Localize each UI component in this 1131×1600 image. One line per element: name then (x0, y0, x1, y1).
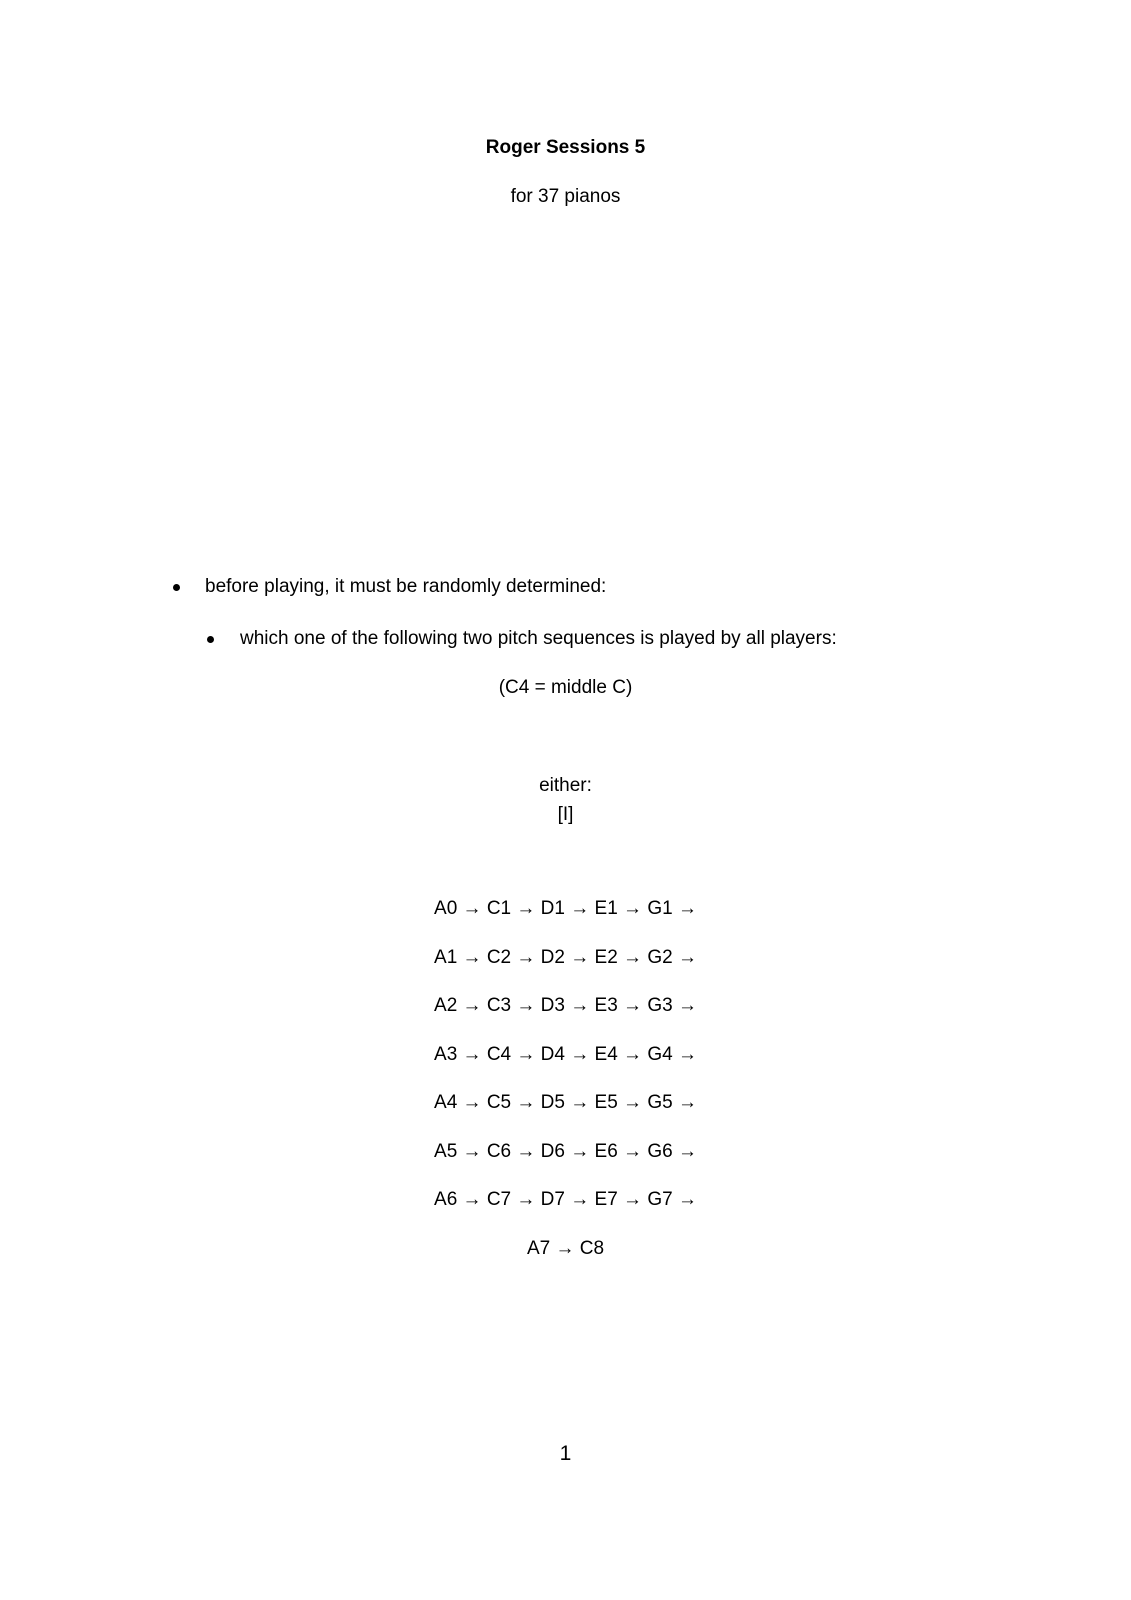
sequence-line: A5 → C6 → D6 → E6 → G6 → (434, 1140, 697, 1162)
document-subtitle: for 37 pianos (510, 186, 621, 207)
sequence-line: A2 → C3 → D3 → E3 → G3 → (434, 995, 697, 1016)
bullet-text: which one of the following two pitch sequences is played by all players: (240, 628, 837, 649)
bullet-item-level-2 (0, 627, 1131, 651)
bullet-icon (207, 636, 214, 643)
bullet-icon (173, 584, 180, 591)
either-label: either: (539, 775, 592, 796)
sequence-line: A3 → C4 → D4 → E4 → G4 → (434, 1043, 697, 1065)
sequence-label: [I] (557, 804, 574, 825)
page-number: 1 (559, 1442, 572, 1465)
bullet-text: before playing, it must be randomly determined: (205, 576, 607, 597)
sequence-line: A0 → C1 → D1 → E1 → G1 → (434, 898, 697, 919)
sequence-line: A4 → C5 → D5 → E5 → G5 → (434, 1092, 697, 1113)
sequence-line: A7 → C8 (526, 1237, 605, 1259)
pitch-sequence (0, 897, 1131, 1285)
document-title: Roger Sessions 5 (485, 137, 646, 158)
sequence-line: A6 → C7 → D7 → E7 → G7 → (434, 1189, 697, 1210)
bullet-item-level-1 (0, 575, 1131, 599)
sequence-line: A1 → C2 → D2 → E2 → G2 → (434, 946, 697, 968)
pitch-note: (C4 = middle C) (498, 677, 633, 698)
